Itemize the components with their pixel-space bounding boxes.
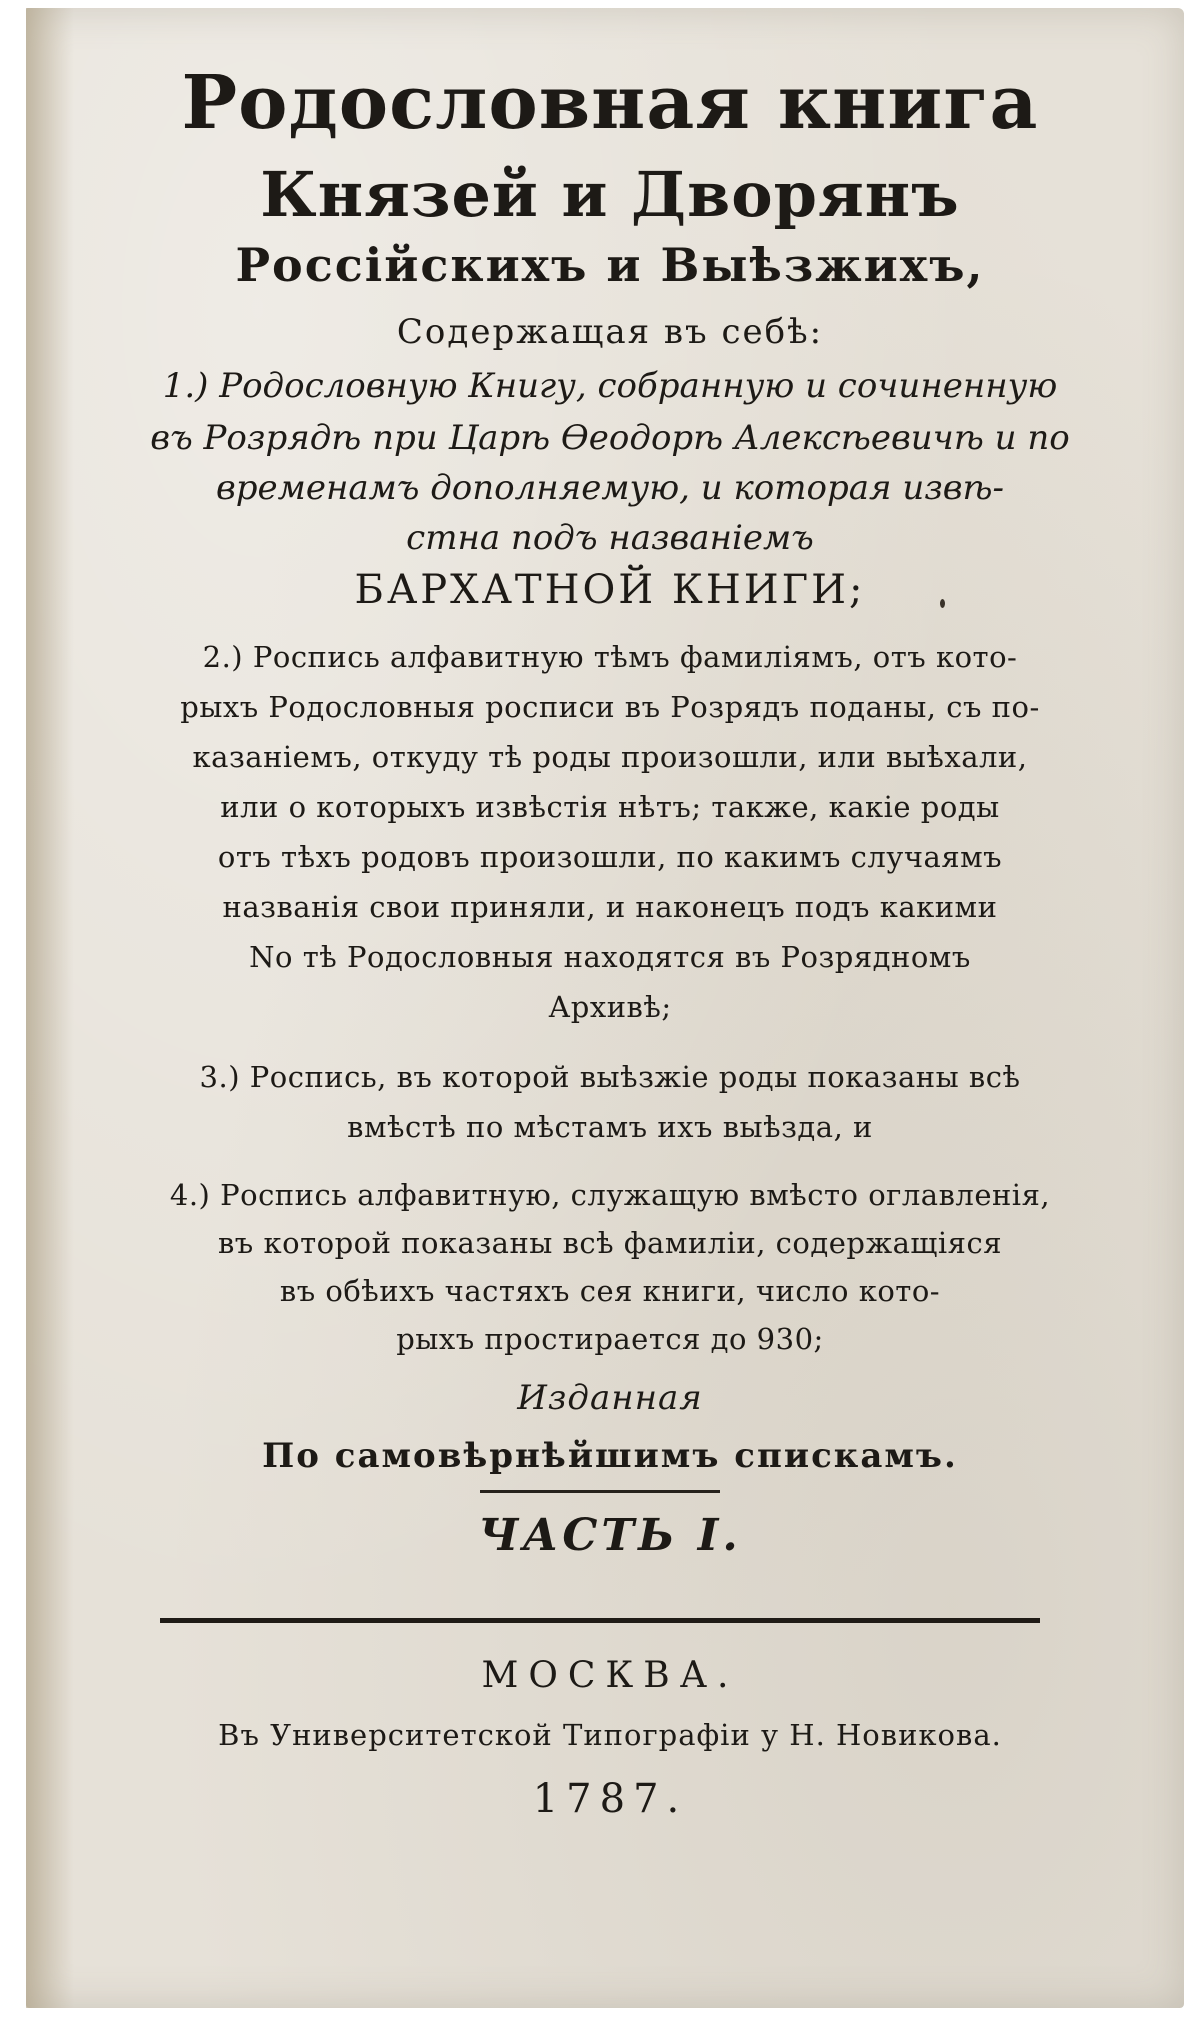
imprint-printer: Въ Университетской Типографіи у Н. Новикова. bbox=[218, 1718, 1002, 1752]
published-label: Изданная bbox=[517, 1378, 703, 1418]
item3-line-1: 3.) Роспись, въ которой выѣзжіе роды показаны всѣ bbox=[199, 1060, 1021, 1094]
item1-line-3: временамъ дополняемую, и которая извѣ- bbox=[215, 468, 1005, 508]
item4-line-1: 4.) Роспись алфавитную, служащую вмѣсто оглавленія, bbox=[169, 1178, 1051, 1212]
item2-line-3: казаніемъ, откуду тѣ роды произошли, или выѣхали, bbox=[192, 740, 1028, 774]
item1-line-2: въ Розрядѣ при Царѣ Ѳеодорѣ Алексѣевичѣ и по bbox=[150, 418, 1070, 458]
item2-line-1: 2.) Роспись алфавитную тѣмъ фамиліямъ, отъ кото- bbox=[202, 640, 1018, 674]
short-rule bbox=[480, 1490, 720, 1493]
item4-line-2: въ которой показаны всѣ фамиліи, содержащіяся bbox=[217, 1226, 1003, 1260]
item2-line-5: отъ тѣхъ родовъ произошли, по какимъ случаямъ bbox=[217, 840, 1003, 874]
item2-line-4: или о которыхъ извѣстія нѣтъ; также, какіе роды bbox=[220, 790, 1000, 824]
item4-line-4: рыхъ простирается до 930; bbox=[396, 1322, 824, 1356]
item2-line-8: Архивѣ; bbox=[548, 990, 672, 1024]
item2-line-6: названія свои приняли, и наконецъ подъ какими bbox=[222, 890, 998, 924]
ink-speck bbox=[940, 599, 945, 608]
velvet-book-heading: БАРХАТНОЙ КНИГИ; bbox=[354, 567, 866, 613]
title-line-1: Родословная книга bbox=[181, 60, 1039, 146]
item2-line-7: No тѣ Родословныя находятся въ Розрядномъ bbox=[249, 940, 971, 974]
best-lists-line: По самовѣрнѣйшимъ спискамъ. bbox=[262, 1436, 958, 1476]
item4-line-3: въ обѣихъ частяхъ сея книги, число кото- bbox=[279, 1274, 941, 1308]
containing-heading: Содержащая въ себѣ: bbox=[396, 312, 824, 352]
item1-line-4: стна подъ названіемъ bbox=[406, 518, 814, 558]
title-line-2: Князей и Дворянъ bbox=[260, 158, 960, 231]
imprint-city: МОСКВА. bbox=[481, 1655, 739, 1696]
item2-line-2: рыхъ Родословныя росписи въ Розрядъ поданы, съ по- bbox=[180, 690, 1040, 724]
long-rule bbox=[160, 1618, 1040, 1623]
part-heading: ЧАСТЬ I. bbox=[478, 1510, 742, 1561]
item1-line-1: 1.) Родословную Книгу, собранную и сочиненную bbox=[162, 366, 1058, 406]
item3-line-2: вмѣстѣ по мѣстамъ ихъ выѣзда, и bbox=[347, 1110, 873, 1144]
imprint-year: 1787. bbox=[532, 1776, 688, 1822]
title-line-3: Россійскихъ и Выѣзжихъ, bbox=[235, 238, 985, 292]
